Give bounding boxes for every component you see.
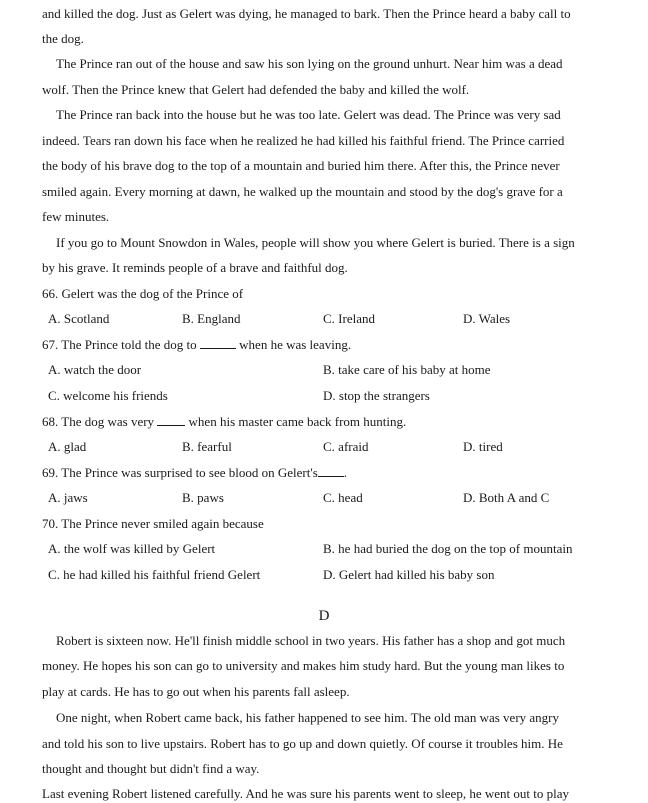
passage-line: Last evening Robert listened carefully. And he was sure his parents went to sleep, he went out to play xyxy=(42,786,569,801)
q70-option-a: A. the wolf was killed by Gelert xyxy=(48,541,216,556)
q69-option-b: B. paws xyxy=(182,490,224,505)
q69-stem-before: 69. The Prince was surprised to see blood on Gelert's xyxy=(42,465,318,480)
q67-option-a: A. watch the door xyxy=(48,362,142,377)
passage-line: few minutes. xyxy=(42,209,110,224)
q68-stem-before: 68. The dog was very xyxy=(42,414,155,429)
q70-option-c: C. he had killed his faithful friend Gelert xyxy=(48,567,261,582)
q67-option-b: B. take care of his baby at home xyxy=(323,362,491,377)
q69-stem-after: . xyxy=(343,465,348,480)
passage-line: play at cards. He has to go out when his parents fall asleep. xyxy=(42,684,350,699)
q69-answer-blank xyxy=(318,465,344,477)
passage-line: by his grave. It reminds people of a brave and faithful dog. xyxy=(42,260,348,275)
q66-option-b: B. England xyxy=(182,311,241,326)
q67-stem-before: 67. The Prince told the dog to xyxy=(42,337,197,352)
q68-option-c: C. afraid xyxy=(323,439,369,454)
passage-line: One night, when Robert came back, his father happened to see him. The old man was very angry xyxy=(56,710,559,725)
passage-line: and told his son to live upstairs. Robert has to go up and down quietly. Of course it troubles him. He xyxy=(42,736,563,751)
q66-option-c: C. Ireland xyxy=(323,311,375,326)
passage-line: The Prince ran back into the house but he was too late. Gelert was dead. The Prince was very sad xyxy=(56,107,561,122)
passage-line: money. He hopes his son can go to university and makes him study hard. But the young man likes to xyxy=(42,658,565,673)
q67-answer-blank xyxy=(200,337,236,349)
q68-option-d: D. tired xyxy=(463,439,503,454)
passage-line: If you go to Mount Snowdon in Wales, people will show you where Gelert is buried. There is a sign xyxy=(56,235,575,250)
passage-line: Robert is sixteen now. He'll finish middle school in two years. His father has a shop and got much xyxy=(56,633,566,648)
passage-line: thought and thought but didn't find a way. xyxy=(42,761,260,776)
passage-line: and killed the dog. Just as Gelert was dying, he managed to bark. Then the Prince heard a baby call to xyxy=(42,6,571,21)
passage-line: The Prince ran out of the house and saw his son lying on the ground unhurt. Near him was a dead xyxy=(56,56,563,71)
q67-stem-after: when he was leaving. xyxy=(239,337,352,352)
q69-option-a: A. jaws xyxy=(48,490,88,505)
passage-line: wolf. Then the Prince knew that Gelert had defended the baby and killed the wolf. xyxy=(42,82,470,97)
q66-option-d: D. Wales xyxy=(463,311,511,326)
passage-line: the dog. xyxy=(42,31,84,46)
q66-option-a: A. Scotland xyxy=(48,311,110,326)
question-67-stem xyxy=(42,337,351,353)
passage-line: indeed. Tears ran down his face when he realized he had killed his faithful friend. The Prince carried xyxy=(42,133,565,148)
q69-option-c: C. head xyxy=(323,490,363,505)
q68-option-b: B. fearful xyxy=(182,439,232,454)
q68-stem-after: when his master came back from hunting. xyxy=(188,414,407,429)
q70-option-d: D. Gelert had killed his baby son xyxy=(323,567,495,582)
question-66-stem: 66. Gelert was the dog of the Prince of xyxy=(42,286,244,301)
q68-option-a: A. glad xyxy=(48,439,87,454)
q70-option-b: B. he had buried the dog on the top of mountain xyxy=(323,541,573,556)
section-d-heading: D xyxy=(318,608,330,624)
question-68-stem xyxy=(42,414,406,430)
question-69-stem xyxy=(42,465,347,481)
q67-option-d: D. stop the strangers xyxy=(323,388,430,403)
passage-line: the body of his brave dog to the top of a mountain and buried him there. After this, the Prince never xyxy=(42,158,560,173)
q67-option-c: C. welcome his friends xyxy=(48,388,168,403)
passage-line: smiled again. Every morning at dawn, he walked up the mountain and stood by the dog's grave for a xyxy=(42,184,563,199)
question-70-stem: 70. The Prince never smiled again because xyxy=(42,516,264,531)
q69-option-d: D. Both A and C xyxy=(463,490,550,505)
q68-answer-blank xyxy=(157,414,185,426)
